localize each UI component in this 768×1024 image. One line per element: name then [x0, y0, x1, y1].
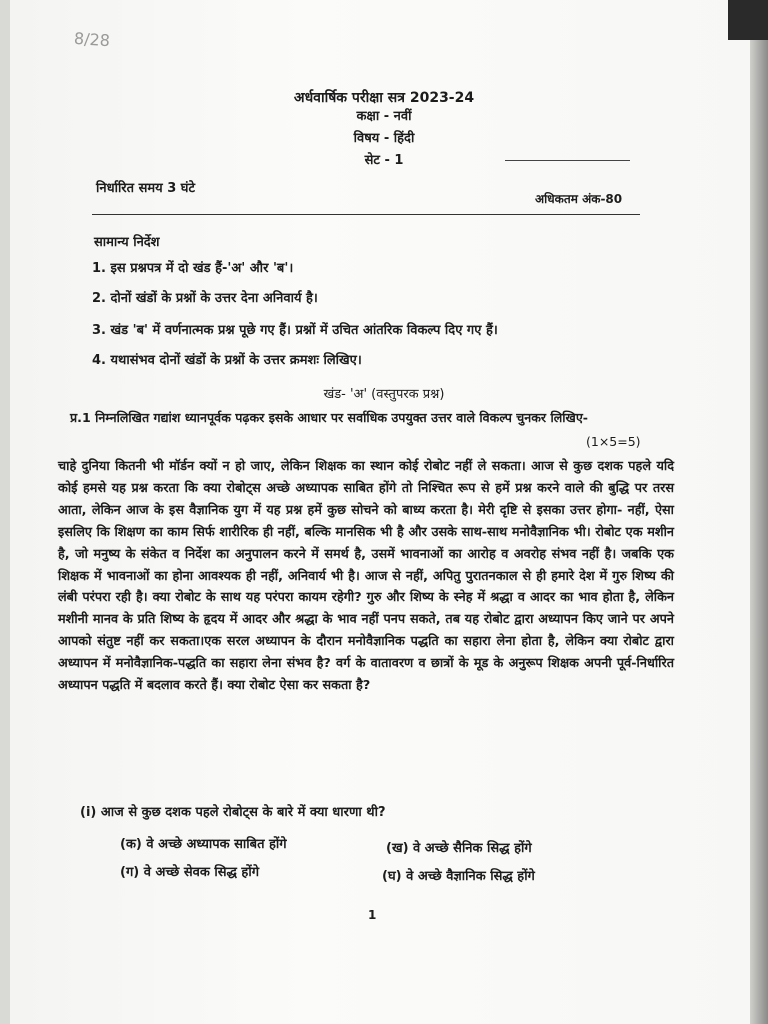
- maximum-marks: अधिकतम अंक-80: [535, 192, 623, 206]
- option-kha: (ख) वे अच्छे सैनिक सिद्ध होंगे: [386, 841, 532, 856]
- signature-line: [505, 160, 630, 161]
- time-allowed: निर्धारित समय 3 घंटे: [96, 181, 195, 196]
- set-label: सेट - 1: [364, 153, 404, 168]
- background-corner: [728, 0, 768, 40]
- question-1-marks: (1×5=5): [586, 434, 641, 449]
- header-divider: [92, 214, 640, 215]
- subquestion-i: (i) आज से कुछ दशक पहले रोबोट्स के बारे में क्या धारणा थी?: [80, 805, 386, 820]
- instruction-item: 1. इस प्रश्नपत्र में दो खंड हैं-'अ' और 'ब'।: [92, 261, 294, 276]
- option-ga: (ग) वे अच्छे सेवक सिद्ध होंगे: [120, 865, 260, 880]
- subject-label: विषय - हिंदी: [353, 131, 415, 146]
- instruction-item: 3. खंड 'ब' में वर्णनात्मक प्रश्न पूछे गए हैं। प्रश्नों में उचित आंतरिक विकल्प दिए गए हैं।: [92, 323, 498, 338]
- handwritten-corner-note: 8/28: [73, 28, 111, 51]
- option-ka: (क) वे अच्छे अध्यापक साबित होंगे: [120, 837, 287, 852]
- page-number: 1: [368, 908, 377, 922]
- class-label: कक्षा - नवीं: [356, 109, 412, 124]
- option-gha: (घ) वे अच्छे वैज्ञानिक सिद्ध होंगे: [382, 869, 535, 884]
- passage: चाहे दुनिया कितनी भी मॉर्डन क्यों न हो जाए, लेकिन शिक्षक का स्थान कोई रोबोट नहीं ले सकता। आज से कुछ दशक पहले यदि कोई हमसे यह प्रश्न करता कि क्या रोबोट्स अच्छे अध्यापक साबित होंगे तो निश्चित रूप से हमें प्रश्न करने वाले की बुद्धि पर तरस आता, लेकिन आज के इस वैज्ञानिक युग में यह प्रश्न हमें कुछ सोचने को बाध्य करता है। मेरी दृष्टि से इसका उत्तर होगा- नहीं, ऐसा इसलिए कि शिक्षण का काम सिर्फ शारीरिक ही नहीं, बल्कि मानसिक भी है और उसके साथ-साथ मनोवैज्ञानिक भी। रोबोट एक मशीन है, जो मनुष्य के संकेत व निर्देश का अनुपालन करने में समर्थ है, उसमें भावनाओं का आरोह व अवरोह संभव नहीं है। जबकि एक शिक्षक में भावनाओं का होना आवश्यक ही नहीं, अनिवार्य भी है। आज से नहीं, अपितु पुरातनकाल से ही हमारे देश में गुरु शिष्य की लंबी परंपरा रही है। क्या रोबोट के साथ यह परंपरा कायम रहेगी? गुरु और शिष्य के स्नेह में श्रद्धा व आदर का भाव होता है, लेकिन मशीनी मानव के प्रति शिष्य के हृदय में आदर और श्रद्धा के भाव नहीं पनप सकते, तब यह रोबोट द्वारा अध्यापन किए जाने पर अपने आपको संतुष्ट नहीं कर सकता।एक सरल अध्यापन के दौरान मनोवैज्ञानिक पद्धति का सहारा लेना होता है, लेकिन क्या रोबोट द्वारा अध्यापन में मनोवैज्ञानिक-पद्धति का सहारा लेना संभव है? वर्ग के वातावरण व छात्रों के मूड के अनुरूप शिक्षक अपनी पूर्व-निर्धारित अध्यापन पद्धति में बदलाव करते हैं। क्या रोबोट ऐसा कर सकता है?: [58, 459, 674, 694]
- instruction-item: 2. दोनों खंडों के प्रश्नों के उत्तर देना अनिवार्य है।: [92, 291, 318, 306]
- question-1-text: प्र.1 निम्नलिखित गद्यांश ध्यानपूर्वक पढ़कर इसके आधार पर सर्वाधिक उपयुक्त उत्तर वाले विकल्प चुनकर लिखिए-: [70, 410, 589, 425]
- exam-title: अर्धवार्षिक परीक्षा सत्र 2023-24: [293, 90, 475, 106]
- instructions-title: सामान्य निर्देश: [94, 235, 160, 250]
- section-title: खंड- 'अ' (वस्तुपरक प्रश्न): [323, 387, 445, 402]
- instruction-item: 4. यथासंभव दोनों खंडों के प्रश्नों के उत्तर क्रमशः लिखिए।: [92, 353, 362, 368]
